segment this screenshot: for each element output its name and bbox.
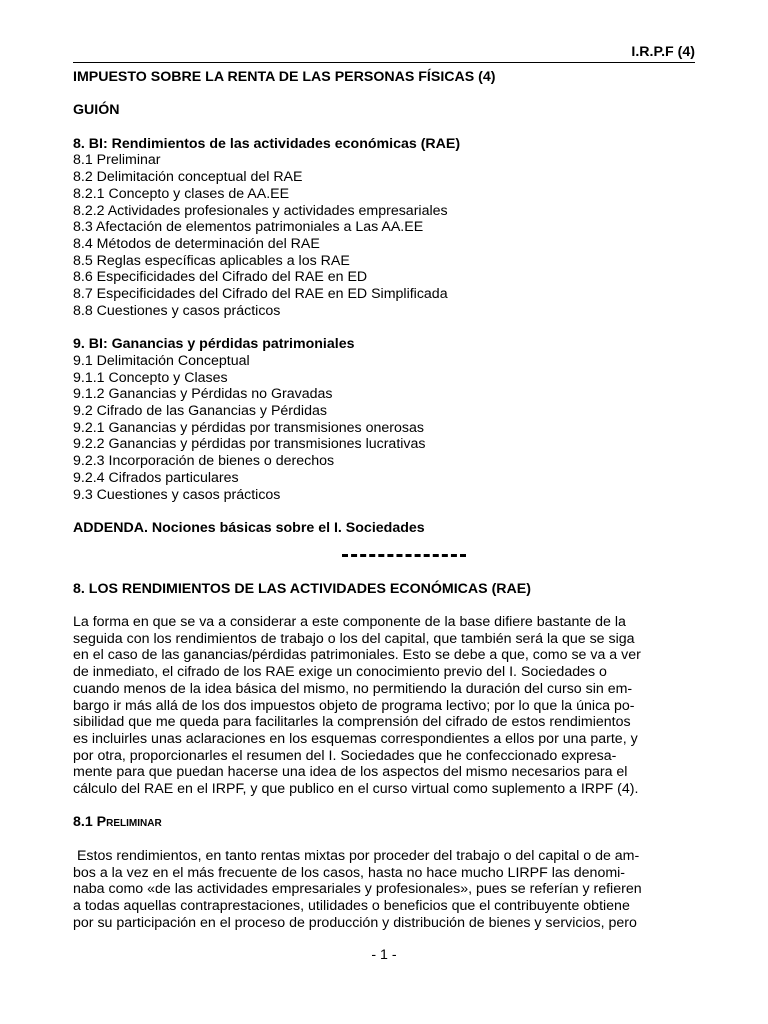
guion-heading: GUIÓN xyxy=(73,102,120,119)
header-rule xyxy=(73,62,695,63)
paragraph-line: en el caso de las ganancias/pérdidas patrimoniales. Esto se debe a que, como se va a ver xyxy=(73,647,641,664)
outline-item: 8.5 Reglas específicas aplicables a los RAE xyxy=(73,252,350,269)
paragraph-line: bos a la vez en el más frecuente de los casos, hasta no hace mucho LIRPF las denomi- xyxy=(73,864,626,881)
outline-item: 8.4 Métodos de determinación del RAE xyxy=(73,236,320,252)
outline-item: 9.2.4 Cifrados particulares xyxy=(73,469,239,486)
outline-item: 8.1 Preliminar xyxy=(73,152,161,169)
dashed-separator xyxy=(73,541,695,569)
outline-item: 8.7 Especificidades del Cifrado del RAE en ED Simplificada xyxy=(73,286,448,303)
paragraph-line: por su participación en el proceso de producción y distribución de bienes y servicios, pero xyxy=(73,914,637,931)
intro-paragraph xyxy=(73,614,695,798)
page-content xyxy=(73,69,695,931)
paragraph-line: de inmediato, el cifrado de los RAE exige un conocimiento previo del I. Sociedades o xyxy=(73,664,607,681)
subsection-title: reliminar xyxy=(106,814,162,831)
paragraph-line: naba como «de las actividades empresariales y profesionales», pues se referían y refieren xyxy=(73,881,642,898)
section-8-heading: 8. BI: Rendimientos de las actividades económicas (RAE) xyxy=(73,135,461,152)
outline-item: 9.1 Delimitación Conceptual xyxy=(73,352,250,369)
outline-item: 8.2 Delimitación conceptual del RAE xyxy=(73,169,303,186)
paragraph-line: por otra, proporcionarles el resumen del I. Sociedades que he confeccionado expresa- xyxy=(73,747,617,764)
paragraph-line: bargo ir más allá de los dos impuestos objeto de programa lectivo; por lo que la única po- xyxy=(73,697,635,714)
paragraph-line: cálculo del RAE en el IRPF, y que publico en el curso virtual como suplemento a IRPF (4). xyxy=(73,781,639,798)
paragraph-line: Estos rendimientos, en tanto rentas mixtas por proceder del trabajo o del capital o de am- xyxy=(73,847,640,864)
outline-item: 9.2.3 Incorporación de bienes o derechos xyxy=(73,453,335,470)
outline-item: 8.2.2 Actividades profesionales y actividades empresariales xyxy=(73,202,448,219)
paragraph-line: mente para que puedan hacerse una idea de los aspectos del mismo necesarios para el xyxy=(73,764,628,781)
running-header: I.R.P.F (4) xyxy=(631,44,695,60)
outline-section-9 xyxy=(73,336,695,503)
outline-item: 9.3 Cuestiones y casos prácticos xyxy=(73,486,281,503)
document-title: IMPUESTO SOBRE LA RENTA DE LAS PERSONAS FÍSICAS (4) xyxy=(73,69,496,85)
outline-item: 9.1.1 Concepto y Clases xyxy=(73,369,228,386)
outline-item: 9.2 Cifrado de las Ganancias y Pérdidas xyxy=(73,403,327,420)
preliminar-paragraph xyxy=(73,848,695,932)
outline-section-8 xyxy=(73,136,695,320)
section-8-body-heading: 8. LOS RENDIMIENTOS DE LAS ACTIVIDADES ECONÓMICAS (RAE) xyxy=(73,580,531,597)
outline-item: 9.2.2 Ganancias y pérdidas por transmisiones lucrativas xyxy=(73,436,426,453)
paragraph-line: cuando menos de la idea básica del mismo, no permitiendo la duración del curso sin em- xyxy=(73,680,633,697)
outline-item: 8.8 Cuestiones y casos prácticos xyxy=(73,302,281,319)
outline-item: 8.6 Especificidades del Cifrado del RAE en ED xyxy=(73,269,368,286)
document-page xyxy=(73,0,695,1024)
subsection-8-1-heading xyxy=(73,814,695,831)
paragraph-line: a todas aquellas contraprestaciones, utilidades o beneficios que el contribuyente obtiene xyxy=(73,897,630,914)
paragraph-line: es incluirles unas aclaraciones en los esquemas correspondientes a ellos por una parte, y xyxy=(73,730,638,747)
addenda-heading: ADDENDA. Nociones básicas sobre el I. Sociedades xyxy=(73,519,425,536)
paragraph-line: seguida con los rendimientos de trabajo o los del capital, que también será la que se siga xyxy=(73,630,635,647)
subsection-number: 8.1 P xyxy=(73,814,107,831)
paragraph-line: sibilidad que me queda para facilitarles la comprensión del cifrado de estos rendimientos xyxy=(73,714,631,731)
paragraph-line: La forma en que se va a considerar a este componente de la base difiere bastante de la xyxy=(73,614,626,631)
page-number: - 1 - xyxy=(371,947,397,963)
outline-item: 8.2.1 Concepto y clases de AA.EE xyxy=(73,185,290,202)
section-9-heading: 9. BI: Ganancias y pérdidas patrimoniales xyxy=(73,336,355,353)
outline-item: 9.2.1 Ganancias y pérdidas por transmisiones onerosas xyxy=(73,419,424,436)
outline-item: 9.1.2 Ganancias y Pérdidas no Gravadas xyxy=(73,386,333,403)
outline-item: 8.3 Afectación de elementos patrimoniales a Las AA.EE xyxy=(73,219,424,236)
